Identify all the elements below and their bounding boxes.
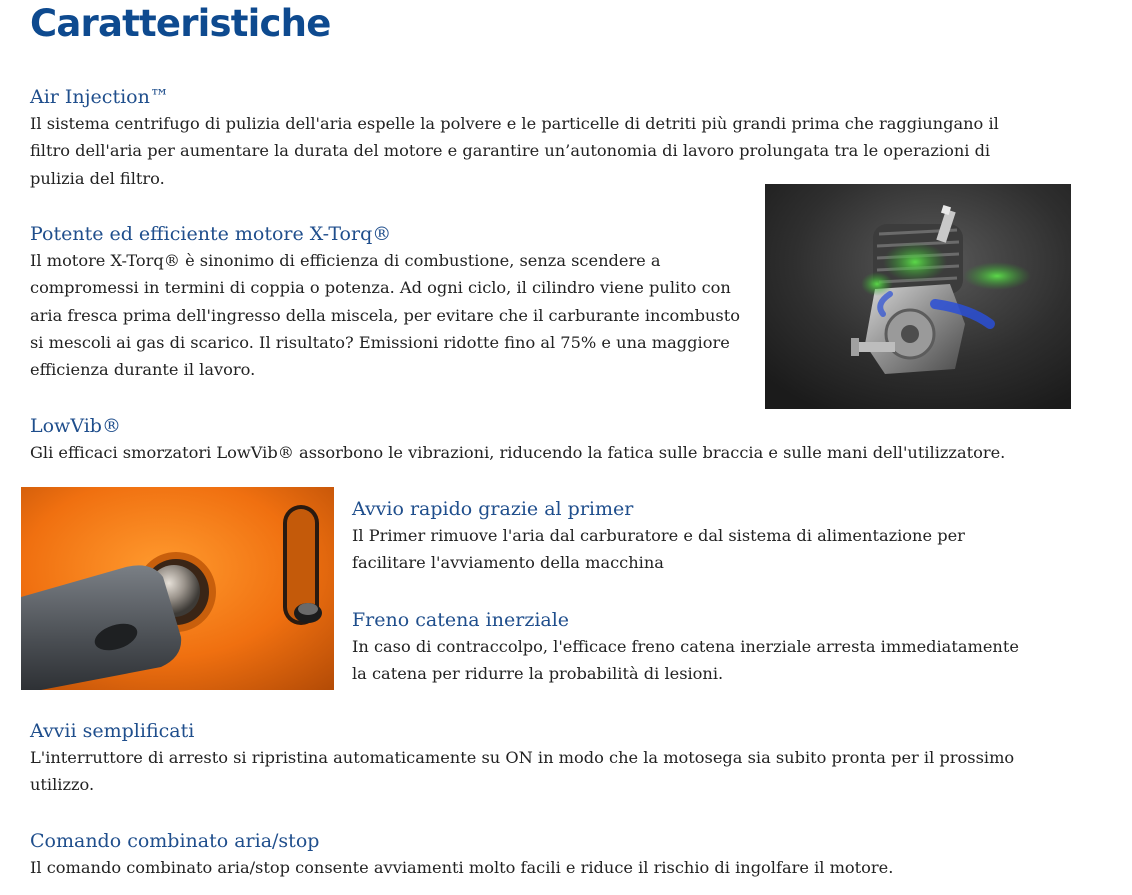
feature-title: Comando combinato aria/stop <box>30 830 320 852</box>
feature-title: Avvio rapido grazie al primer <box>352 498 634 520</box>
engine-image <box>765 184 1071 409</box>
feature-choke-stop <box>30 828 1030 881</box>
feature-air-injection <box>30 84 1015 192</box>
feature-title: Avvii semplificati <box>30 720 195 742</box>
feature-text: Il sistema centrifugo di pulizia dell'aria espelle la polvere e le particelle di detriti più grandi prima che raggiungano il filtro dell'aria per aumentare la durata del motore e garantire un’autonomia di lavoro prolungata tra le operazioni di pulizia del filtro. <box>30 114 999 188</box>
feature-chain-brake <box>352 607 1032 688</box>
primer-image <box>21 487 334 690</box>
feature-title: Freno catena inerziale <box>352 609 570 631</box>
feature-x-torq <box>30 221 750 383</box>
feature-title: LowVib® <box>30 415 121 437</box>
feature-text: In caso di contraccolpo, l'efficace freno catena inerziale arresta immediatamente la catena per ridurre la probabilità di lesioni. <box>352 637 1019 684</box>
page-title: Caratteristiche <box>30 2 331 45</box>
feature-title: Air Injection™ <box>30 86 169 108</box>
feature-easy-start <box>30 718 1030 799</box>
feature-primer <box>352 496 1012 577</box>
feature-title: Potente ed efficiente motore X-Torq® <box>30 223 392 245</box>
feature-text: Il comando combinato aria/stop consente avviamenti molto facili e riduce il rischio di ingolfare il motore. <box>30 858 894 877</box>
feature-lowvib <box>30 413 1030 466</box>
feature-text: Il Primer rimuove l'aria dal carburatore e dal sistema di alimentazione per facilitare l'avviamento della macchina <box>352 526 965 573</box>
feature-text: Gli efficaci smorzatori LowVib® assorbono le vibrazioni, riducendo la fatica sulle braccia e sulle mani dell'utilizzatore. <box>30 443 1006 462</box>
feature-text: L'interruttore di arresto si ripristina automaticamente su ON in modo che la motosega sia subito pronta per il prossimo utilizzo. <box>30 748 1015 795</box>
feature-text: Il motore X-Torq® è sinonimo di efficienza di combustione, senza scendere a compromessi in termini di coppia o potenza. Ad ogni ciclo, il cilindro viene pulito con aria fresca prima dell'ingresso della miscela, per evitare che il carburante incombusto si mescoli ai gas di scarico. Il risultato? Emissioni ridotte fino al 75% e una maggiore efficienza durante il lavoro. <box>30 251 740 380</box>
